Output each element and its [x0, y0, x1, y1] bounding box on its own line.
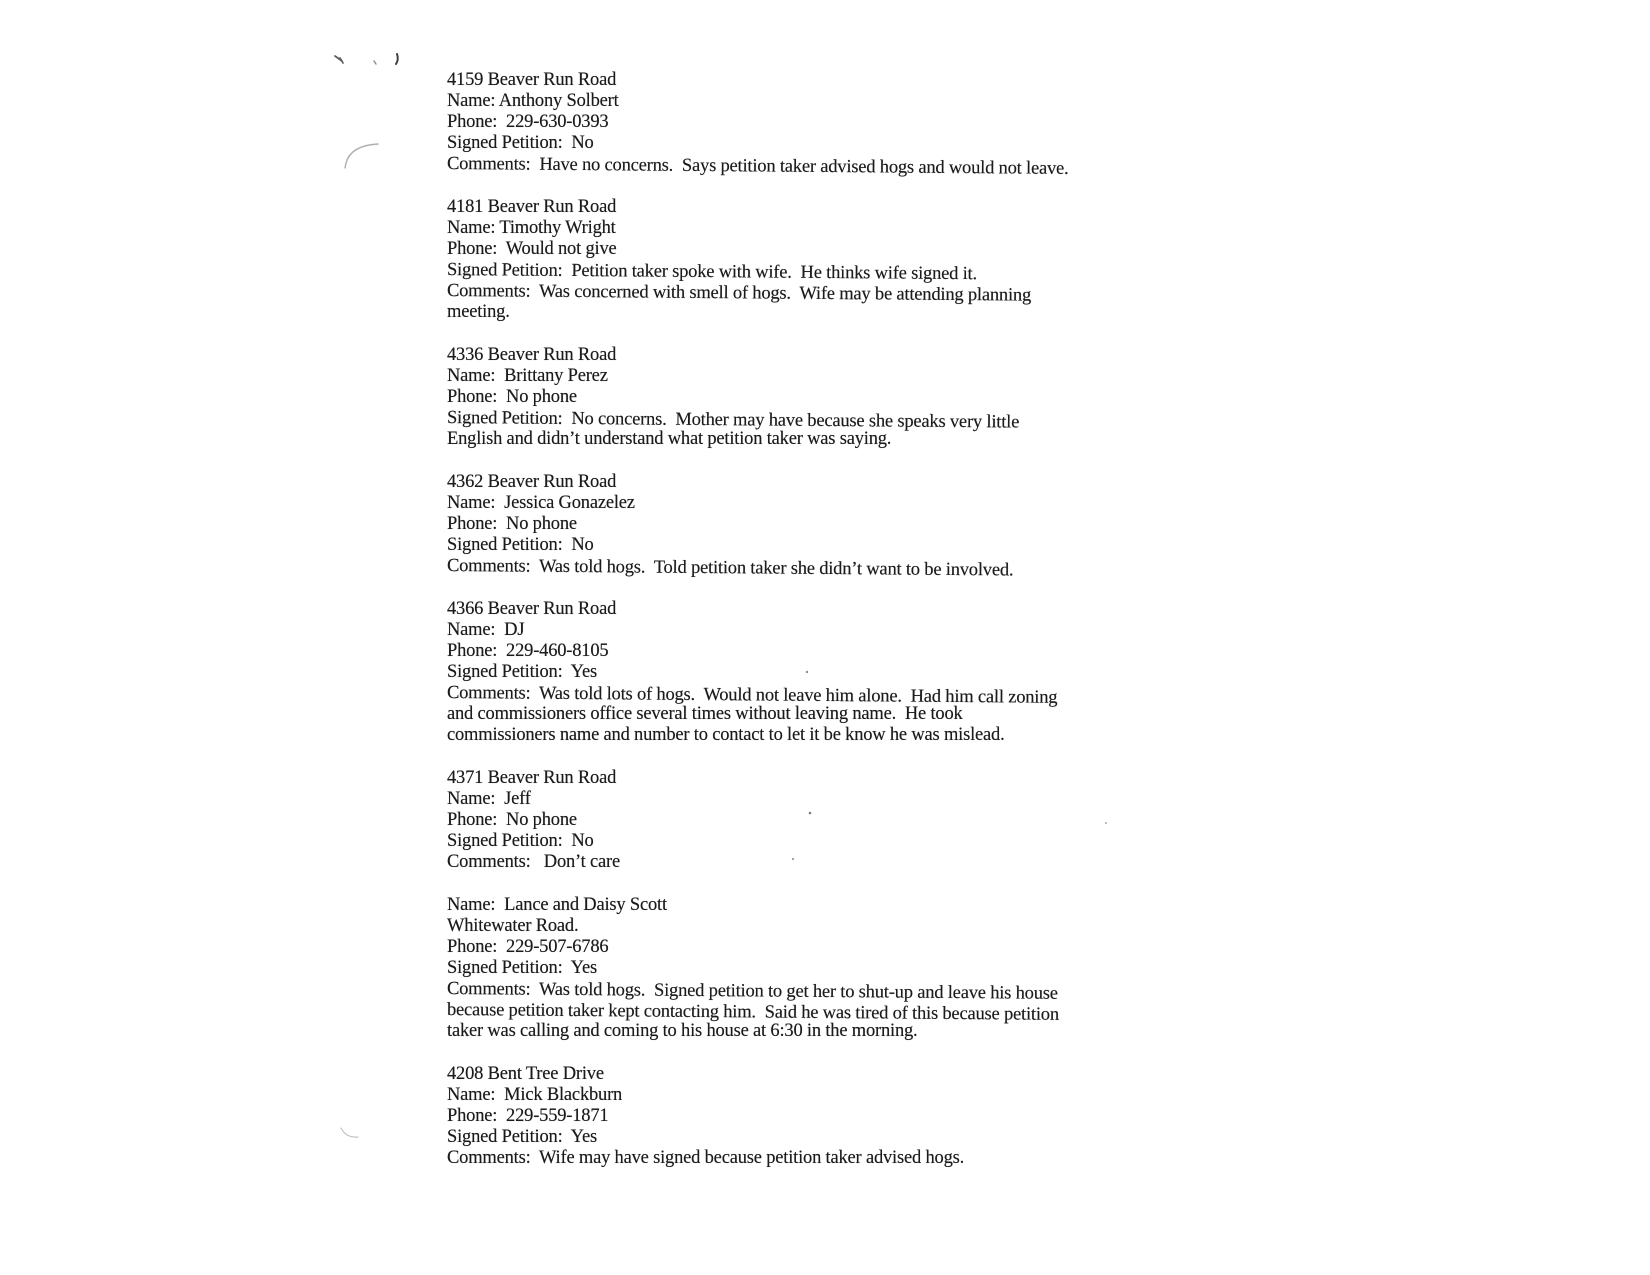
record-line: Comments: Was concerned with smell of hogs. Wife may be attending planning — [446, 281, 1032, 306]
record — [446, 70, 1207, 179]
record-line: Phone: 229-559-1871 — [447, 1106, 609, 1126]
record — [447, 197, 1207, 323]
record-line: Name: DJ — [447, 620, 525, 640]
record-line: Signed Petition: Yes — [447, 1127, 597, 1147]
record-line: Signed Petition: Yes — [447, 958, 597, 978]
record-line: Phone: 229-460-8105 — [447, 641, 609, 661]
record-line: 4366 Beaver Run Road — [447, 599, 617, 619]
record-line: Comments: Don’t care — [447, 852, 621, 872]
record-line: 4159 Beaver Run Road — [447, 70, 617, 90]
record-line: Signed Petition: Petition taker spoke with wife. He thinks wife signed it. — [446, 260, 978, 285]
record-line: Comments: Wife may have signed because petition taker advised hogs. — [447, 1148, 965, 1168]
record-line: Comments: Have no concerns. Says petition taker advised hogs and would not leave. — [446, 154, 1069, 179]
record-line: Name: Jeff — [447, 789, 531, 809]
record-line: 4371 Beaver Run Road — [447, 768, 617, 788]
pencil-arc-lower-left-mark — [341, 1128, 358, 1137]
record-line: Name: Mick Blackburn — [447, 1085, 623, 1105]
record — [446, 472, 1207, 581]
record-line: Name: Anthony Solbert — [447, 91, 619, 111]
record-line: Comments: Was told hogs. Signed petition to get her to shut-up and leave his house — [446, 979, 1058, 1004]
record-line: Signed Petition: No — [447, 133, 594, 153]
record-line: Name: Lance and Daisy Scott — [447, 895, 667, 915]
record-line: and commissioners office several times without leaving name. He took — [447, 704, 963, 724]
record-line: Phone: Would not give — [447, 239, 617, 259]
record-line: Name: Timothy Wright — [447, 218, 616, 238]
record-line: 4208 Bent Tree Drive — [447, 1064, 604, 1084]
record-line: 4336 Beaver Run Road — [447, 345, 617, 365]
record — [447, 895, 1207, 1042]
record-line: commissioners name and number to contact to let it be know he was mislead. — [447, 725, 1005, 745]
document-records — [447, 70, 1207, 1191]
pencil-arc-upper-left-mark — [345, 144, 378, 168]
record-line: English and didn’t understand what petition taker was saying. — [447, 429, 892, 449]
record-line: Whitewater Road. — [447, 916, 579, 936]
pencil-comma-mark — [374, 61, 376, 64]
pencil-tick-mark — [396, 54, 398, 64]
record — [447, 599, 1207, 746]
record-line: Phone: No phone — [447, 387, 577, 407]
record-line: Comments: Was told lots of hogs. Would not leave him alone. Had him call zoning — [446, 683, 1058, 708]
record-line: Phone: No phone — [447, 514, 577, 534]
record — [447, 1064, 1207, 1169]
record — [447, 345, 1207, 450]
record-line: Phone: No phone — [447, 810, 577, 830]
record-line: taker was calling and coming to his house at 6:30 in the morning. — [447, 1021, 918, 1041]
record-line: Comments: Was told hogs. Told petition taker she didn’t want to be involved. — [446, 556, 1014, 581]
record-line: Name: Jessica Gonazelez — [447, 493, 635, 513]
pencil-squiggle-mark — [335, 56, 343, 63]
record-line: Signed Petition: No — [447, 535, 594, 555]
record-line: 4362 Beaver Run Road — [447, 472, 617, 492]
record-line: Signed Petition: Yes — [447, 662, 597, 682]
record-line: Name: Brittany Perez — [447, 366, 608, 386]
record-line: Signed Petition: No concerns. Mother may have because she speaks very little — [446, 408, 1020, 433]
record-line: because petition taker kept contacting him. Said he was tired of this because petition — [446, 1000, 1060, 1025]
record-line: meeting. — [447, 302, 510, 322]
record-line: Signed Petition: No — [447, 831, 594, 851]
record — [447, 768, 1207, 873]
record-line: 4181 Beaver Run Road — [447, 197, 617, 217]
record-line: Phone: 229-507-6786 — [447, 937, 609, 957]
record-line: Phone: 229-630-0393 — [447, 112, 609, 132]
